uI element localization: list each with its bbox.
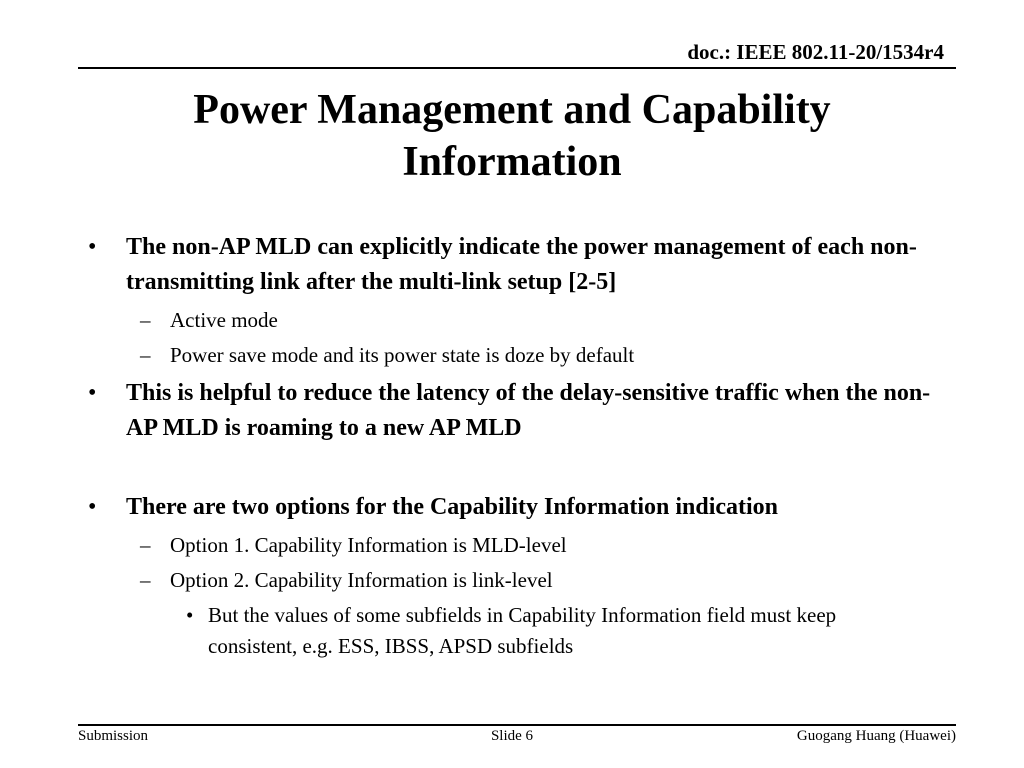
sub-bullet-text: Active mode [170, 308, 278, 332]
sub-bullet-item [86, 306, 956, 335]
sub-bullet-item [86, 341, 956, 370]
slide-body [86, 230, 956, 662]
bullet-item [86, 376, 956, 446]
bullet-icon: • [186, 603, 194, 627]
sub-bullet-item [86, 566, 956, 595]
dash-icon: – [140, 343, 151, 367]
dash-icon: – [140, 533, 151, 557]
bullet-item [86, 230, 956, 300]
sub-bullet-item [86, 531, 956, 560]
sub-bullet-text: Power save mode and its power state is doze by default [170, 343, 635, 367]
document-id: doc.: IEEE 802.11-20/1534r4 [687, 40, 944, 64]
footer-divider [78, 724, 956, 726]
dash-icon: – [140, 568, 151, 592]
bullet-icon: • [88, 234, 97, 260]
bullet-text: This is helpful to reduce the latency of the delay-sensitive traffic when the non-AP MLD is roaming to a new AP MLD [126, 380, 931, 441]
title-line-2: Information [402, 139, 622, 185]
bullet-text: The non-AP MLD can explicitly indicate the power management of each non-transmitting link after the multi-link setup [2-5] [126, 234, 917, 295]
footer-author: Guogang Huang (Huawei) [796, 728, 956, 744]
sub-sub-bullet-item [86, 600, 928, 662]
bullet-icon: • [88, 380, 97, 406]
bullet-icon: • [88, 494, 97, 520]
bullet-item [86, 490, 956, 525]
footer-submission: Submission [78, 728, 149, 744]
dash-icon: – [140, 308, 151, 332]
sub-bullet-text: Option 2. Capability Information is link-level [170, 568, 553, 592]
sub-bullet-text: Option 1. Capability Information is MLD-level [170, 533, 567, 557]
sub-sub-bullet-text: But the values of some subfields in Capability Information field must keep consistent, e.g. ESS, IBSS, APSD subfields [208, 603, 837, 658]
title-line-1: Power Management and Capability [193, 87, 831, 133]
header-divider [78, 67, 956, 69]
bullet-text: There are two options for the Capability Information indication [126, 494, 779, 520]
slide-title [0, 84, 1024, 188]
footer-slide-number: Slide 6 [490, 728, 534, 744]
